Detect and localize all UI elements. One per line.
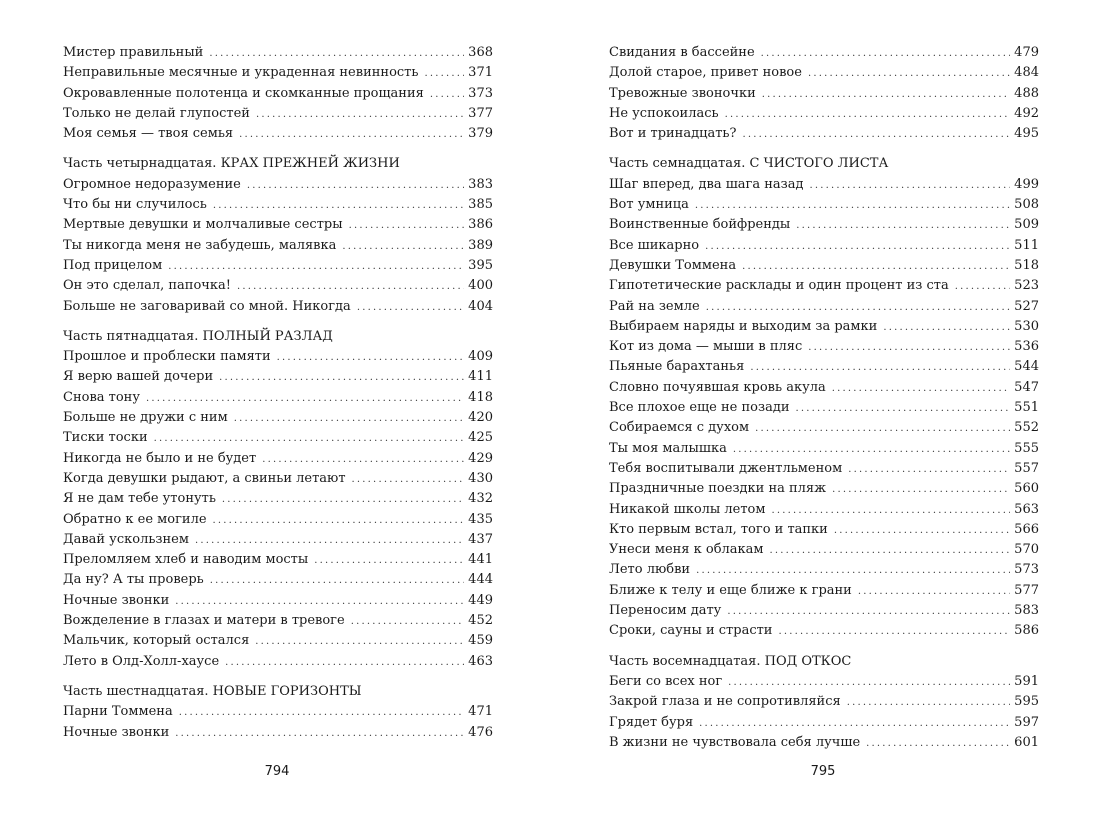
dot-leader <box>352 470 465 490</box>
chapter-title: Долой старое, привет новое <box>609 65 802 81</box>
chapter-page-number: 595 <box>1014 694 1039 710</box>
chapter-page-number: 444 <box>468 572 493 588</box>
toc-section <box>609 154 1039 641</box>
toc-entry <box>63 550 493 570</box>
toc-entry <box>609 672 1039 692</box>
chapter-page-number: 452 <box>468 613 493 629</box>
toc-entry <box>609 124 1039 144</box>
toc-entry <box>63 367 493 387</box>
toc-entry <box>609 560 1039 580</box>
chapter-title: Шаг вперед, два шага назад <box>609 176 804 192</box>
chapter-page-number: 418 <box>468 389 493 405</box>
dot-leader <box>955 277 1010 297</box>
toc-entry <box>609 713 1039 733</box>
chapter-page-number: 511 <box>1014 237 1039 253</box>
dot-leader <box>209 44 464 64</box>
chapter-title: Тиски тоски <box>63 430 148 446</box>
toc-entry <box>609 692 1039 712</box>
chapter-page-number: 479 <box>1014 45 1039 60</box>
chapter-title: Никакой школы летом <box>609 501 766 517</box>
dot-leader <box>237 277 464 297</box>
chapter-title: Мальчик, который остался <box>63 633 250 649</box>
dot-leader <box>728 673 1010 693</box>
toc-entry <box>63 723 493 743</box>
chapter-title: Все шикарно <box>609 237 700 253</box>
dot-leader <box>154 429 465 449</box>
dot-leader <box>195 531 464 551</box>
chapter-page-number: 449 <box>468 592 493 608</box>
dot-leader <box>847 693 1010 713</box>
chapter-title: Не успокоилась <box>609 105 719 121</box>
dot-leader <box>234 409 464 429</box>
toc-section <box>63 43 493 144</box>
toc-entry <box>63 63 493 83</box>
dot-leader <box>314 551 464 571</box>
chapter-page-number: 425 <box>468 430 493 446</box>
chapter-page-number: 430 <box>468 470 493 486</box>
chapter-title: Мертвые девушки и молчаливые сестры <box>63 217 343 233</box>
dot-leader <box>222 490 464 510</box>
chapter-title: В жизни не чувствовала себя лучше <box>609 734 861 750</box>
toc-section <box>609 652 1039 753</box>
dot-leader <box>225 653 464 673</box>
toc-entry <box>63 124 493 144</box>
chapter-title: Переносим дату <box>609 603 722 619</box>
dot-leader <box>255 632 464 652</box>
dot-leader <box>750 358 1010 378</box>
toc-entry <box>609 43 1039 63</box>
dot-leader <box>175 724 464 744</box>
chapter-page-number: 435 <box>468 511 493 527</box>
toc-entry <box>63 84 493 104</box>
toc-entry <box>63 347 493 367</box>
chapter-title: Кот из дома — мыши в пляс <box>609 339 803 355</box>
chapter-page-number: 411 <box>468 369 493 385</box>
dot-leader <box>424 64 464 84</box>
toc-entry <box>609 418 1039 438</box>
chapter-page-number: 459 <box>468 633 493 649</box>
dot-leader <box>834 521 1010 541</box>
chapter-title: Закрой глаза и не сопротивляйся <box>609 694 841 710</box>
toc-entry <box>609 175 1039 195</box>
toc-entry <box>609 63 1039 83</box>
chapter-title: Ты моя малышка <box>609 440 727 456</box>
toc-entry <box>63 652 493 672</box>
dot-leader <box>725 105 1011 125</box>
chapter-title: Обратно к ее могиле <box>63 511 207 527</box>
dot-leader <box>179 703 464 723</box>
toc-section <box>609 43 1039 144</box>
dot-leader <box>771 501 1010 521</box>
toc-entry <box>63 631 493 651</box>
dot-leader <box>277 348 465 368</box>
dot-leader <box>213 196 464 216</box>
toc-entry <box>609 337 1039 357</box>
toc-entry <box>63 297 493 317</box>
toc-entry <box>609 439 1039 459</box>
toc-entry <box>609 733 1039 753</box>
chapter-title: Мистер правильный <box>63 45 204 60</box>
chapter-page-number: 583 <box>1014 603 1039 619</box>
chapter-page-number: 420 <box>468 410 493 426</box>
dot-leader <box>430 85 464 105</box>
dot-leader <box>796 216 1010 236</box>
dot-leader <box>733 440 1010 460</box>
chapter-page-number: 492 <box>1014 105 1039 121</box>
chapter-page-number: 389 <box>468 237 493 253</box>
toc-entry <box>609 601 1039 621</box>
toc-entry <box>63 428 493 448</box>
dot-leader <box>146 389 464 409</box>
chapter-title: Сроки, сауны и страсти <box>609 623 773 639</box>
chapter-page-number: 409 <box>468 349 493 365</box>
toc-entry <box>609 581 1039 601</box>
dot-leader <box>858 582 1010 602</box>
dot-leader <box>832 480 1010 500</box>
chapter-title: Вот и тринадцать? <box>609 126 737 142</box>
chapter-title: Воинственные бойфренды <box>609 217 791 233</box>
chapter-page-number: 499 <box>1014 176 1039 192</box>
toc-entry <box>63 195 493 215</box>
dot-leader <box>848 460 1010 480</box>
chapter-title: Беги со всех ног <box>609 673 723 689</box>
chapter-title: Лето в Олд-Холл-хаусе <box>63 653 220 669</box>
dot-leader <box>742 257 1010 277</box>
toc-entry <box>63 215 493 235</box>
toc-entry <box>609 540 1039 560</box>
dot-leader <box>755 419 1010 439</box>
chapter-title: Тебя воспитывали джентльменом <box>609 460 843 476</box>
dot-leader <box>705 237 1010 257</box>
chapter-page-number: 557 <box>1014 460 1039 476</box>
part-title: Часть пятнадцатая. ПОЛНЫЙ РАЗЛАД <box>63 328 333 344</box>
chapter-title: Окровавленные полотенца и скомканные прощания <box>63 85 424 101</box>
chapter-title: Больше не дружи с ним <box>63 410 228 426</box>
toc-entry <box>609 236 1039 256</box>
chapter-title: Рай на земле <box>609 298 700 314</box>
toc-section <box>63 154 493 316</box>
chapter-title: Моя семья — твоя семья <box>63 126 234 142</box>
dot-leader <box>175 592 464 612</box>
dot-leader <box>796 399 1011 419</box>
chapter-page-number: 530 <box>1014 318 1039 334</box>
chapter-page-number: 368 <box>468 45 493 60</box>
chapter-title: Ближе к телу и еще ближе к грани <box>609 582 852 598</box>
chapter-title: Ночные звонки <box>63 592 170 608</box>
dot-leader <box>727 602 1010 622</box>
chapter-title: Пьяные барахтанья <box>609 359 745 375</box>
toc-section <box>63 682 493 743</box>
dot-leader <box>696 561 1010 581</box>
chapter-page-number: 395 <box>468 257 493 273</box>
chapter-page-number: 476 <box>468 724 493 740</box>
chapter-page-number: 471 <box>468 704 493 720</box>
toc-entry <box>609 276 1039 296</box>
chapter-page-number: 566 <box>1014 521 1039 537</box>
chapter-title: Он это сделал, папочка! <box>63 278 231 294</box>
chapter-page-number: 570 <box>1014 542 1039 558</box>
chapter-page-number: 371 <box>468 65 493 81</box>
toc-entry <box>609 297 1039 317</box>
chapter-title: Тревожные звоночки <box>609 85 756 101</box>
toc-page-left <box>63 43 493 753</box>
chapter-page-number: 386 <box>468 217 493 233</box>
dot-leader <box>219 368 464 388</box>
chapter-title: Парни Томмена <box>63 704 173 720</box>
dot-leader <box>239 125 464 145</box>
toc-entry <box>609 459 1039 479</box>
chapter-page-number: 509 <box>1014 217 1039 233</box>
toc-entry <box>63 43 493 63</box>
part-title: Часть четырнадцатая. КРАХ ПРЕЖНЕЙ ЖИЗНИ <box>63 156 400 172</box>
dot-leader <box>742 125 1010 145</box>
chapter-page-number: 551 <box>1014 400 1039 416</box>
chapter-page-number: 377 <box>468 105 493 121</box>
chapter-page-number: 591 <box>1014 673 1039 689</box>
chapter-title: Унеси меня к облакам <box>609 542 764 558</box>
toc-entry <box>63 449 493 469</box>
toc-entry <box>63 702 493 722</box>
chapter-page-number: 573 <box>1014 562 1039 578</box>
dot-leader <box>770 541 1011 561</box>
chapter-title: Давай ускользнем <box>63 531 189 547</box>
dot-leader <box>778 622 1010 642</box>
chapter-page-number: 601 <box>1014 734 1039 750</box>
chapter-title: Неправильные месячные и украденная невинность <box>63 65 419 81</box>
chapter-page-number: 488 <box>1014 85 1039 101</box>
chapter-page-number: 495 <box>1014 126 1039 142</box>
chapter-page-number: 404 <box>468 298 493 314</box>
toc-entry <box>609 215 1039 235</box>
chapter-title: Все плохое еще не позади <box>609 400 790 416</box>
toc-entry <box>63 236 493 256</box>
dot-leader <box>213 511 465 531</box>
chapter-page-number: 441 <box>468 552 493 568</box>
chapter-page-number: 586 <box>1014 623 1039 639</box>
chapter-page-number: 523 <box>1014 278 1039 294</box>
toc-entry <box>609 84 1039 104</box>
toc-entry <box>63 489 493 509</box>
toc-page-right <box>609 43 1039 763</box>
chapter-title: Я верю вашей дочери <box>63 369 214 385</box>
dot-leader <box>808 64 1010 84</box>
dot-leader <box>357 298 464 318</box>
toc-entry <box>63 510 493 530</box>
toc-entry <box>609 520 1039 540</box>
toc-entry <box>609 500 1039 520</box>
chapter-title: Словно почуявшая кровь акула <box>609 379 826 395</box>
toc-entry <box>609 621 1039 641</box>
chapter-page-number: 555 <box>1014 440 1039 456</box>
dot-leader <box>761 44 1011 64</box>
chapter-page-number: 527 <box>1014 298 1039 314</box>
chapter-title: Свидания в бассейне <box>609 45 755 60</box>
chapter-title: Кто первым встал, того и тапки <box>609 521 828 537</box>
toc-entry <box>63 104 493 124</box>
dot-leader <box>695 196 1010 216</box>
toc-entry <box>609 195 1039 215</box>
chapter-title: Больше не заговаривай со мной. Никогда <box>63 298 351 314</box>
chapter-page-number: 379 <box>468 126 493 142</box>
dot-leader <box>342 237 464 257</box>
toc-entry <box>609 398 1039 418</box>
chapter-title: Праздничные поездки на пляж <box>609 481 827 497</box>
toc-entry <box>63 611 493 631</box>
chapter-page-number: 400 <box>468 278 493 294</box>
toc-entry <box>609 378 1039 398</box>
chapter-title: Только не делай глупостей <box>63 105 250 121</box>
chapter-title: Прошлое и проблески памяти <box>63 349 271 365</box>
chapter-page-number: 577 <box>1014 582 1039 598</box>
toc-entry <box>63 530 493 550</box>
chapter-page-number: 385 <box>468 197 493 213</box>
part-title: Часть шестнадцатая. НОВЫЕ ГОРИЗОНТЫ <box>63 683 362 699</box>
dot-leader <box>262 450 464 470</box>
chapter-title: Ты никогда меня не забудешь, малявка <box>63 237 337 253</box>
chapter-title: Когда девушки рыдают, а свиньи летают <box>63 470 346 486</box>
chapter-title: Да ну? А ты проверь <box>63 572 204 588</box>
chapter-page-number: 597 <box>1014 714 1039 730</box>
dot-leader <box>808 338 1010 358</box>
chapter-title: Я не дам тебе утонуть <box>63 491 216 507</box>
chapter-page-number: 463 <box>468 653 493 669</box>
dot-leader <box>210 571 464 591</box>
chapter-page-number: 560 <box>1014 481 1039 497</box>
part-title: Часть восемнадцатая. ПОД ОТКОС <box>609 653 852 669</box>
chapter-page-number: 544 <box>1014 359 1039 375</box>
chapter-page-number: 508 <box>1014 197 1039 213</box>
chapter-page-number: 429 <box>468 450 493 466</box>
dot-leader <box>706 298 1010 318</box>
chapter-page-number: 536 <box>1014 339 1039 355</box>
chapter-title: Лето любви <box>609 562 691 578</box>
toc-entry <box>609 479 1039 499</box>
toc-entry <box>63 175 493 195</box>
page-number-left: 794 <box>264 764 290 779</box>
dot-leader <box>349 216 465 236</box>
dot-leader <box>256 105 464 125</box>
chapter-page-number: 552 <box>1014 420 1039 436</box>
dot-leader <box>247 176 464 196</box>
chapter-title: Под прицелом <box>63 257 163 273</box>
chapter-page-number: 484 <box>1014 65 1039 81</box>
chapter-page-number: 547 <box>1014 379 1039 395</box>
chapter-page-number: 432 <box>468 491 493 507</box>
chapter-title: Что бы ни случилось <box>63 197 207 213</box>
chapter-title: Преломляем хлеб и наводим мосты <box>63 552 309 568</box>
toc-entry <box>63 570 493 590</box>
toc-entry <box>609 104 1039 124</box>
chapter-title: Выбираем наряды и выходим за рамки <box>609 318 878 334</box>
chapter-title: Ночные звонки <box>63 724 170 740</box>
chapter-page-number: 518 <box>1014 257 1039 273</box>
toc-section <box>63 327 493 672</box>
chapter-title: Девушки Томмена <box>609 257 737 273</box>
chapter-title: Никогда не было и не будет <box>63 450 257 466</box>
dot-leader <box>832 379 1010 399</box>
chapter-title: Грядет буря <box>609 714 694 730</box>
chapter-title: Вожделение в глазах и матери в тревоге <box>63 613 345 629</box>
toc-entry <box>63 408 493 428</box>
dot-leader <box>168 257 464 277</box>
chapter-page-number: 437 <box>468 531 493 547</box>
chapter-title: Гипотетические расклады и один процент из ста <box>609 278 949 294</box>
dot-leader <box>699 714 1010 734</box>
chapter-title: Огромное недоразумение <box>63 176 241 192</box>
part-title: Часть семнадцатая. С ЧИСТОГО ЛИСТА <box>609 156 889 172</box>
chapter-title: Вот умница <box>609 197 689 213</box>
dot-leader <box>762 85 1010 105</box>
dot-leader <box>866 734 1010 754</box>
toc-entry <box>63 469 493 489</box>
page-number-right: 795 <box>810 764 836 779</box>
toc-entry <box>609 317 1039 337</box>
chapter-title: Снова тону <box>63 389 140 405</box>
dot-leader <box>810 176 1011 196</box>
dot-leader <box>883 318 1010 338</box>
chapter-page-number: 563 <box>1014 501 1039 517</box>
toc-entry <box>63 276 493 296</box>
toc-entry <box>609 357 1039 377</box>
chapter-page-number: 383 <box>468 176 493 192</box>
toc-entry <box>63 388 493 408</box>
chapter-title: Собираемся с духом <box>609 420 750 436</box>
chapter-page-number: 373 <box>468 85 493 101</box>
toc-entry <box>63 591 493 611</box>
dot-leader <box>351 612 464 632</box>
toc-entry <box>63 256 493 276</box>
toc-entry <box>609 256 1039 276</box>
